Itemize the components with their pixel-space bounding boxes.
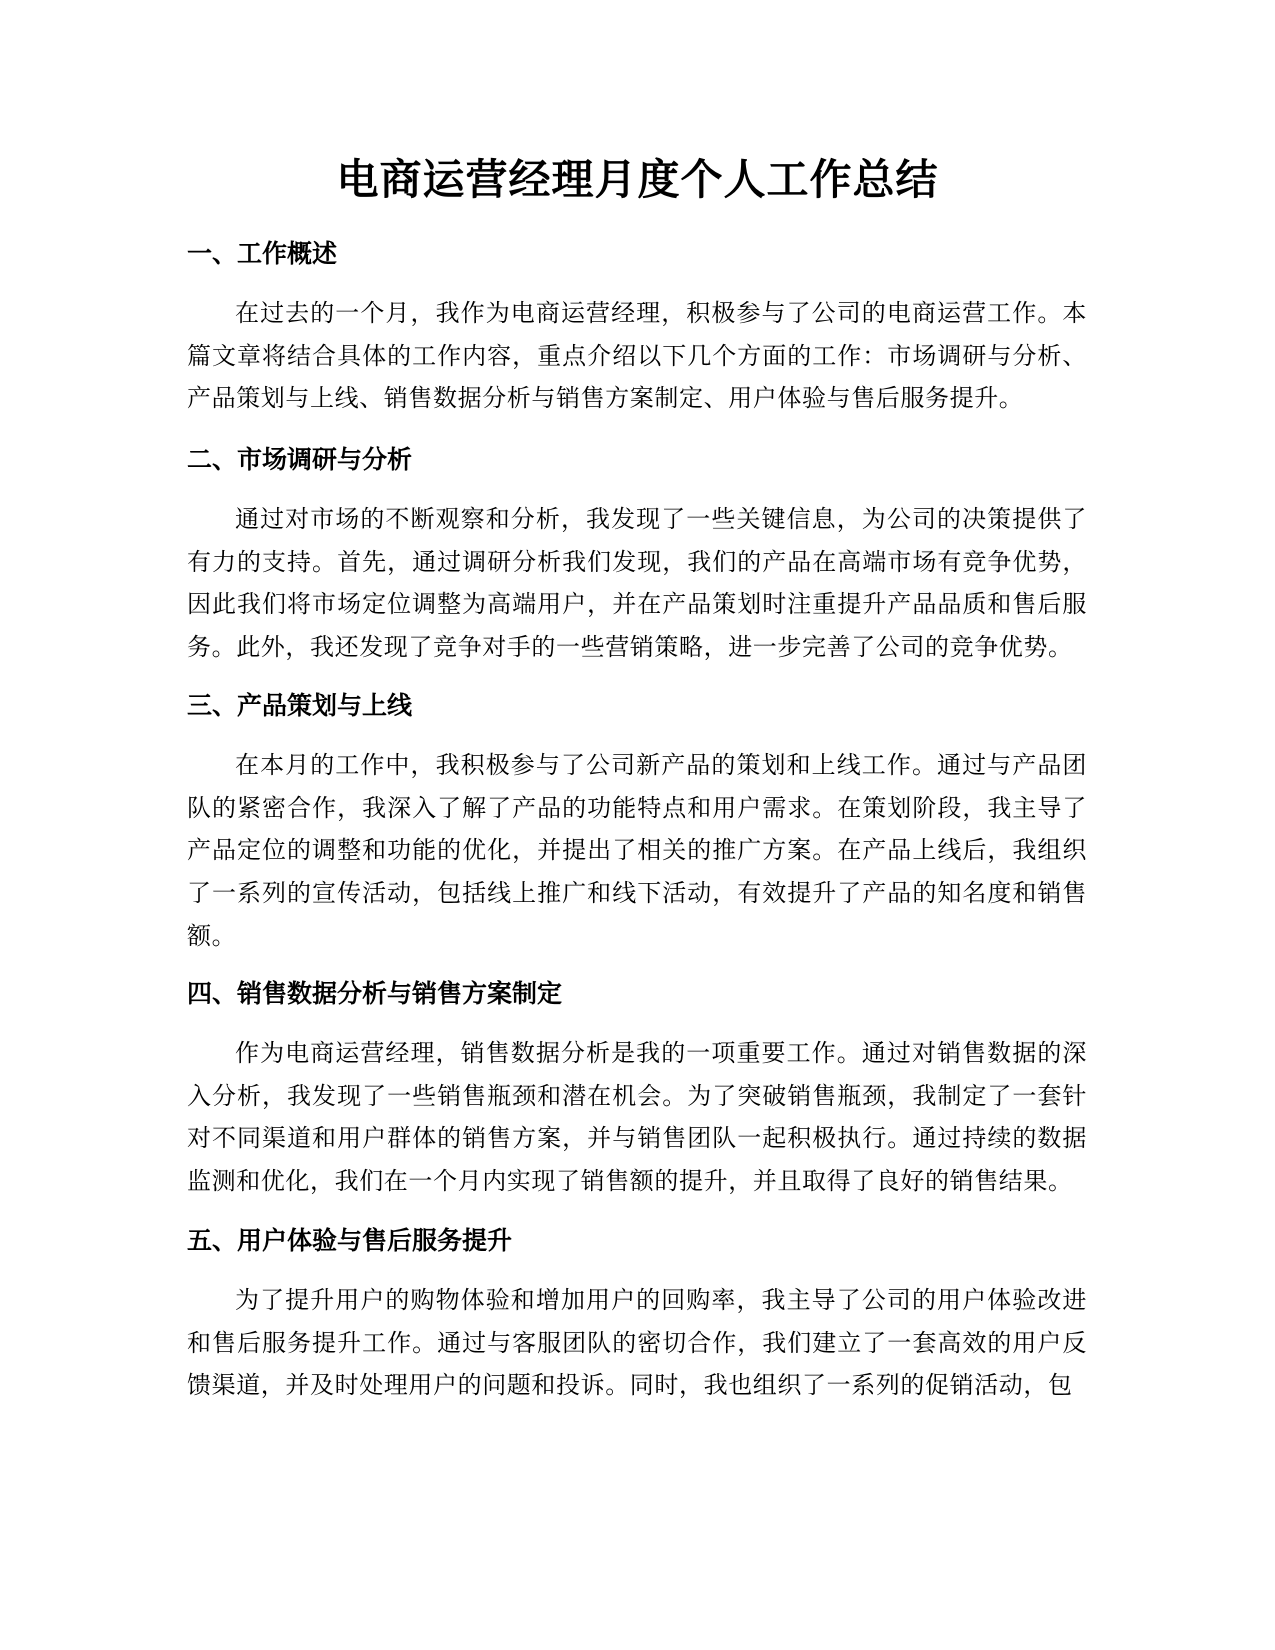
section-sales-analysis — [187, 976, 1087, 1203]
section-heading: 四、销售数据分析与销售方案制定 — [187, 979, 563, 1008]
section-user-experience — [187, 1223, 1087, 1407]
section-paragraph: 为了提升用户的购物体验和增加用户的回购率，我主导了公司的用户体验改进和售后服务提升工作。通过与客服团队的密切合作，我们建立了一套高效的用户反馈渠道，并及时处理用户的问题和投诉。同时，我也组织了一系列的促销活动，包 — [187, 1286, 1087, 1400]
section-heading: 一、工作概述 — [187, 239, 338, 268]
section-paragraph: 在过去的一个月，我作为电商运营经理，积极参与了公司的电商运营工作。本篇文章将结合具体的工作内容，重点介绍以下几个方面的工作：市场调研与分析、产品策划与上线、销售数据分析与销售方案制定、用户体验与售后服务提升。 — [187, 299, 1087, 413]
section-overview — [187, 236, 1087, 420]
section-market-research — [187, 442, 1087, 669]
section-paragraph: 通过对市场的不断观察和分析，我发现了一些关键信息，为公司的决策提供了有力的支持。首先，通过调研分析我们发现，我们的产品在高端市场有竞争优势，因此我们将市场定位调整为高端用户，并在产品策划时注重提升产品品质和售后服务。此外，我还发现了竞争对手的一些营销策略，进一步完善了公司的竞争优势。 — [187, 505, 1087, 662]
section-paragraph: 在本月的工作中，我积极参与了公司新产品的策划和上线工作。通过与产品团队的紧密合作，我深入了解了产品的功能特点和用户需求。在策划阶段，我主导了产品定位的调整和功能的优化，并提出了相关的推广方案。在产品上线后，我组织了一系列的宣传活动，包括线上推广和线下活动，有效提升了产品的知名度和销售额。 — [187, 751, 1087, 950]
section-heading: 五、用户体验与售后服务提升 — [187, 1226, 513, 1255]
section-paragraph: 作为电商运营经理，销售数据分析是我的一项重要工作。通过对销售数据的深入分析，我发现了一些销售瓶颈和潜在机会。为了突破销售瓶颈，我制定了一套针对不同渠道和用户群体的销售方案，并与销售团队一起积极执行。通过持续的数据监测和优化，我们在一个月内实现了销售额的提升，并且取得了良好的销售结果。 — [187, 1039, 1087, 1196]
document-title: 电商运营经理月度个人工作总结 — [336, 155, 939, 204]
section-heading: 三、产品策划与上线 — [187, 691, 413, 720]
section-product-planning — [187, 688, 1087, 958]
section-heading: 二、市场调研与分析 — [187, 445, 413, 474]
